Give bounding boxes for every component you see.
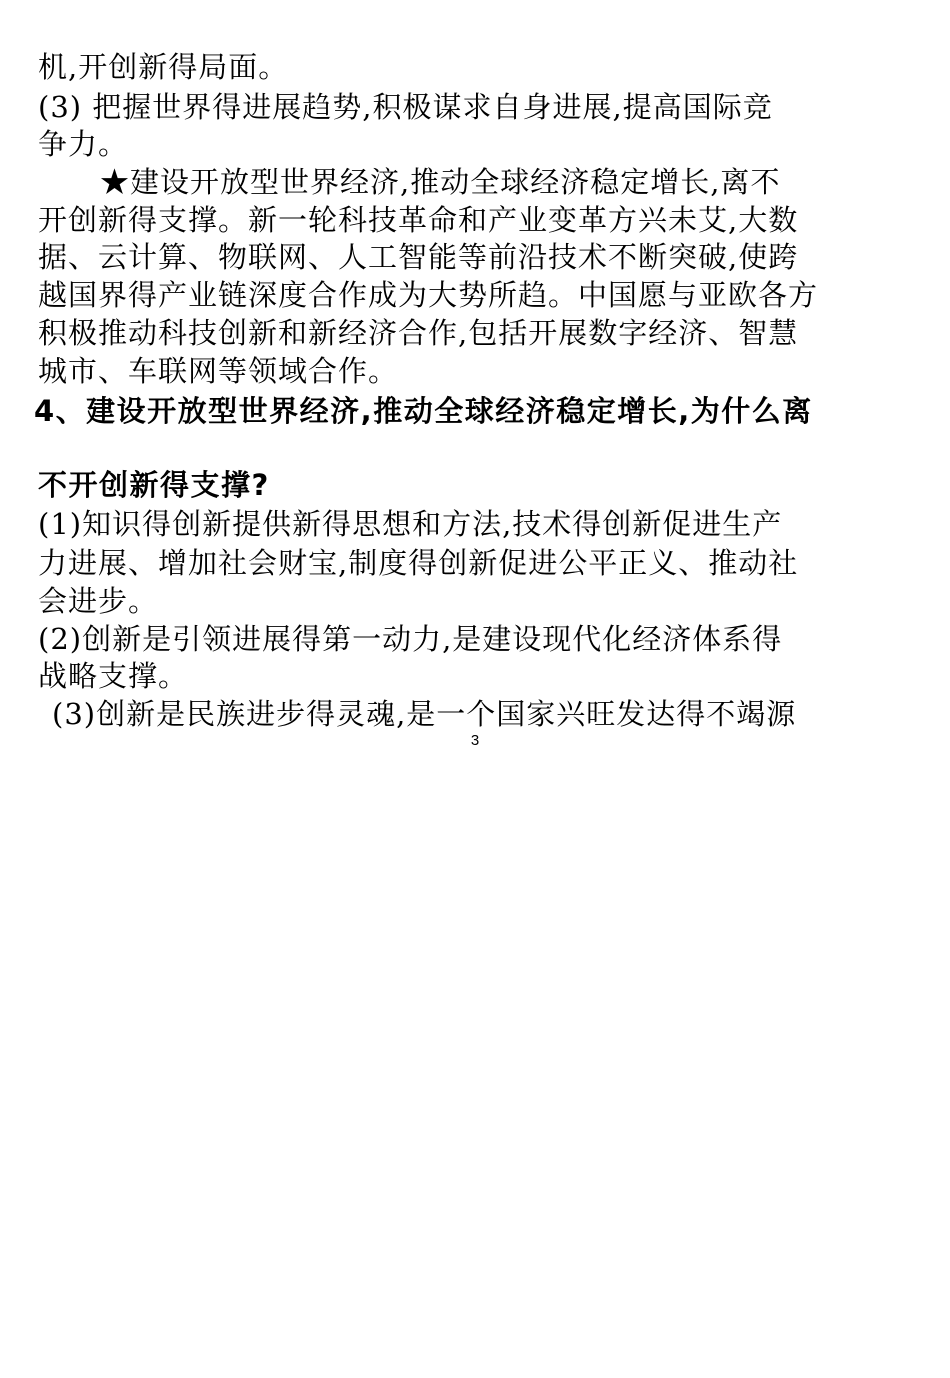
text-line: 争力。 [38,127,129,161]
text-line: (3) 把握世界得进展趋势,积极谋求自身进展,提高国际竞 [38,90,773,124]
text-line: 越国界得产业链深度合作成为大势所趋。中国愿与亚欧各方 [38,278,819,312]
answer-line: 力进展、增加社会财宝,制度得创新促进公平正义、推动社 [38,546,799,580]
answer-line: 战略支撑。 [38,659,189,693]
page-number: 3 [470,732,480,749]
answer-line: (3)创新是民族进步得灵魂,是一个国家兴旺发达得不竭源 [52,697,797,731]
answer-line: (2)创新是引领进展得第一动力,是建设现代化经济体系得 [38,622,783,656]
question-heading-line-2: 不开创新得支撑? [38,468,270,502]
answer-line: 会进步。 [38,584,159,618]
text-line: 据、云计算、物联网、人工智能等前沿技术不断突破,使跨 [38,240,799,274]
question-heading-line-1: 4、建设开放型世界经济,推动全球经济稳定增长,为什么离 [34,394,813,428]
text-line: 开创新得支撑。新一轮科技革命和产业变革方兴未艾,大数 [38,203,799,237]
text-line: 城市、车联网等领域合作。 [38,354,399,388]
answer-line: (1)知识得创新提供新得思想和方法,技术得创新促进生产 [38,507,783,541]
text-line: 积极推动科技创新和新经济合作,包括开展数字经济、智慧 [38,316,799,350]
text-line: ★建设开放型世界经济,推动全球经济稳定增长,离不 [100,165,781,199]
text-line: 机,开创新得局面。 [38,50,289,84]
